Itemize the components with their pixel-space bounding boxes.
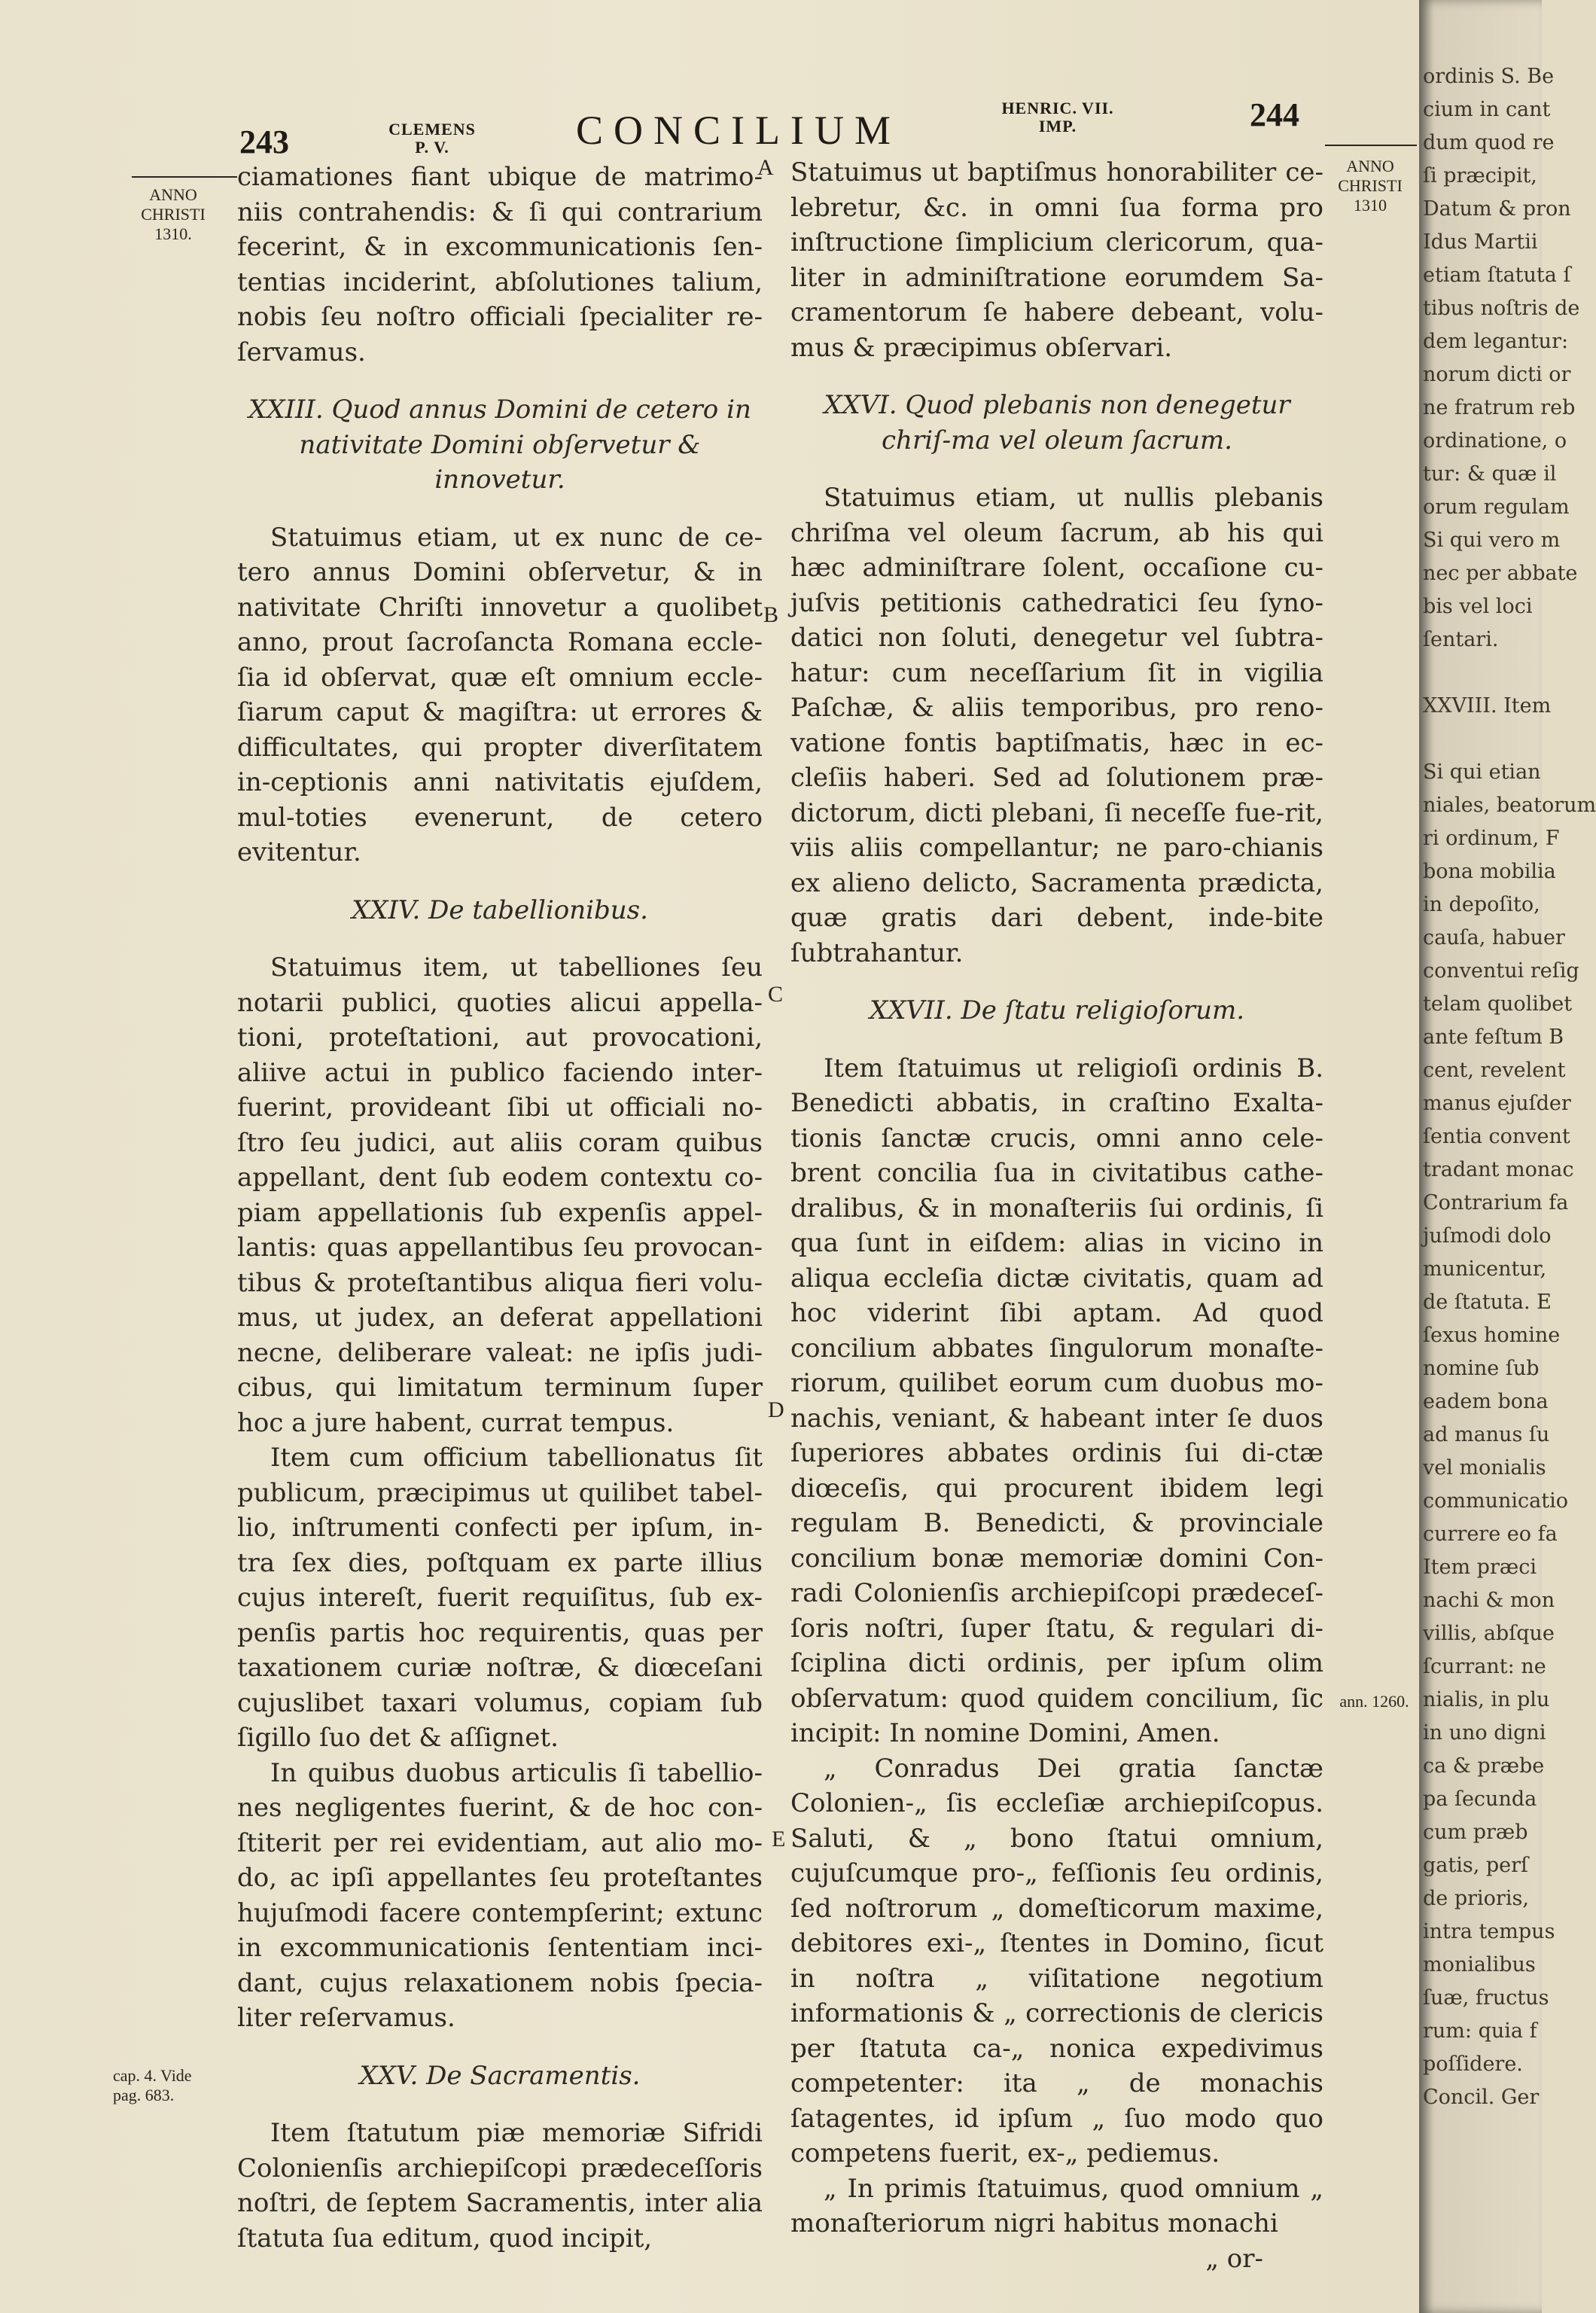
paragraph: Statuimus etiam, ut nullis plebanis chriſma vel oleum ſacrum, ab his qui hæc adminiſtrare ſolent, occaſione cu-juſvis petitionis cathedratici ſeu ſyno-datici non ſoluti, denegetur vel ſubtra-hatur: cum neceſſarium ſit in vigilia Paſchæ, & aliis temporibus, pro reno-vatione fontis baptiſmatis, hæc in ec-cleſiis haberi. Sed ad ſolutionem præ-dictorum, dicti plebani, ſi neceſſe fue-rit, viis aliis compellantur; ne paro-chianis ex alieno delicto, Sacramenta prædicta, quæ gratis dari debent, inde-bite ſubtrahantur. <box>790 483 1323 968</box>
adjacent-page-line: nialis, in plu <box>1423 1688 1550 1711</box>
adjacent-page-line <box>1423 723 1542 756</box>
adjacent-page-line: ſcurrant: ne <box>1423 1655 1546 1678</box>
adjacent-page-line: norum dicti or <box>1423 363 1571 386</box>
adjacent-page-line: bis vel loci <box>1423 595 1533 618</box>
margin-anno-left-line2: CHRISTI <box>141 205 206 224</box>
adjacent-page-line: Si qui etian <box>1423 760 1541 784</box>
text-column-right <box>790 155 1323 2276</box>
adjacent-page-line: orum regulam <box>1423 495 1570 519</box>
section-letter-c: C <box>768 982 784 1007</box>
spacer <box>237 2036 763 2059</box>
spacer <box>237 928 763 950</box>
running-head-left <box>387 120 477 157</box>
margin-anno-right <box>1325 157 1415 215</box>
adjacent-page-line: manus ejuſder <box>1423 1092 1571 1115</box>
running-head-right <box>1001 99 1114 136</box>
section-letter-e: E <box>772 1827 786 1851</box>
catchword: „ or- <box>1205 2243 1263 2274</box>
running-head-left-line1: CLEMENS <box>388 120 476 139</box>
adjacent-page-line: pa ſecunda <box>1423 1787 1537 1811</box>
paragraph: ciamationes fiant ubique de matrimo-niis contrahendis: & ſi qui contrarium fecerint, & in excommunicationis ſen-tentias inciderint, abſolutiones talium, nobis ſeu noſtro officiali ſpecialiter re-ſervamus. <box>237 162 763 367</box>
adjacent-page-line: ordinis S. Be <box>1423 65 1555 88</box>
spacer <box>790 971 1323 993</box>
page-title: CONCILIUM <box>576 108 901 153</box>
spacer <box>237 370 763 392</box>
adjacent-page-line: communicatio <box>1423 1489 1568 1513</box>
margin-cap-reference <box>113 2066 226 2105</box>
adjacent-page-line: ca & præbe <box>1423 1754 1545 1778</box>
section-heading: XXVI. Quod plebanis non denegetur chriſ-ma vel oleum ſacrum. <box>824 390 1290 456</box>
spacer <box>237 2093 763 2116</box>
running-head-right-line1: HENRIC. VII. <box>1001 99 1114 117</box>
adjacent-page-line: nomine ſub <box>1423 1357 1540 1380</box>
adjacent-page-line: telam quolibet <box>1423 992 1573 1016</box>
section-heading: XXIII. Quod annus Domini de cetero in nativitate Domini obſervetur & innovetur. <box>248 395 751 495</box>
adjacent-page-line: ri ordinum, F <box>1423 827 1560 850</box>
adjacent-page-line: intra tempus <box>1423 1920 1555 1943</box>
adjacent-page-line: XXVIII. Item <box>1423 694 1552 718</box>
adjacent-page-line: etiam ſtatuta ſ <box>1423 264 1571 287</box>
adjacent-page-line: eadem bona <box>1423 1390 1549 1413</box>
adjacent-page-line: ante feſtum B <box>1423 1025 1564 1049</box>
adjacent-page-line: Contrarium fa <box>1423 1191 1569 1214</box>
adjacent-page-line: poſſidere. <box>1423 2052 1523 2076</box>
adjacent-page-line: currere eo fa <box>1423 1522 1558 1546</box>
section-letter-b: B <box>763 602 779 627</box>
margin-anno-right-line1: ANNO <box>1346 157 1394 175</box>
adjacent-page-line: ad manus ſu <box>1423 1423 1550 1446</box>
adjacent-page-line: gatis, perſ <box>1423 1854 1529 1877</box>
header-rule-left <box>132 176 237 178</box>
adjacent-page-line: tur: & quæ il <box>1423 462 1557 486</box>
adjacent-page-line: municentur, <box>1423 1257 1547 1281</box>
adjacent-page-text <box>1423 60 1596 2114</box>
adjacent-page-line: Si qui vero m <box>1423 529 1561 552</box>
adjacent-page-line: ne fratrum reb <box>1423 396 1576 419</box>
margin-anno-right-line3: 1310 <box>1354 196 1387 215</box>
adjacent-page-line: nachi & mon <box>1423 1589 1555 1612</box>
section-heading: XXIV. De tabellionibus. <box>352 894 648 925</box>
margin-anno-right-line2: CHRISTI <box>1338 176 1403 195</box>
adjacent-page-line: monialibus <box>1423 1953 1536 1976</box>
adjacent-page-line: bona mobilia <box>1423 860 1556 883</box>
quoted-paragraph: „ In primis ſtatuimus, quod omnium „ monaſteriorum nigri habitus monachi <box>790 2173 1323 2238</box>
margin-anno-left-line1: ANNO <box>149 185 197 204</box>
adjacent-page-line: juſmodi dolo <box>1423 1224 1552 1248</box>
margin-ann-note: ann. 1260. <box>1339 1692 1409 1711</box>
adjacent-page-line: villis, abſque <box>1423 1622 1555 1645</box>
margin-cap-reference-line1: cap. 4. Vide <box>113 2066 192 2085</box>
adjacent-page-line: Concil. Ger <box>1423 2086 1540 2109</box>
paragraph: In quibus duobus articulis ſi tabellio-nes negligentes fuerint, & de hoc con-ſtiterit per rei evidentiam, aut alio mo-do, ac ipſi appellantes ſeu proteſtantes hujuſmodi facere contempſerint; extunc in excommunicationis ſententiam inci-dant, cujus relaxationem nobis ſpecia-liter reſervamus. <box>237 1757 763 2033</box>
paragraph: Item ſtatuimus ut religioſi ordinis B. Benedicti abbatis, in craſtino Exalta-tionis ſanctæ crucis, omni anno cele-brent concilia ſua in civitatibus cathe-dralibus, & in monaſteriis ſui ordinis, ſi qua ſunt in eiſdem: alias in vicino in aliqua eccleſia dictæ civitatis, quam ad hoc viderint ſibi aptam. Ad quod concilium abbates ſingulorum monaſte-riorum, quilibet eorum cum duobus mo-nachis, veniant, & habeant inter ſe duos ſuperiores abbates ordinis ſui di-ctæ diœceſis, qui procurent ibidem legi regulam B. Benedicti, & provinciale concilium bonæ memoriæ domini Con-radi Colonienſis archiepiſcopi prædeceſ-ſoris noſtri, ſuper ſtatu, & regulari di-ſciplina dicti ordinis, per ipſum olim obſervatum: quod quidem concilium, ſic incipit: In nomine Domini, Amen. <box>790 1053 1323 1748</box>
spacer <box>237 498 763 520</box>
header-rule-right <box>1325 145 1417 146</box>
adjacent-page-line: ordinatione, o <box>1423 429 1567 453</box>
adjacent-page-line <box>1423 657 1542 690</box>
adjacent-page-line: Datum & pron <box>1423 197 1571 221</box>
adjacent-page-line: in depoſito, <box>1423 893 1540 916</box>
adjacent-page-line: ſi præcipit, <box>1423 164 1537 187</box>
adjacent-page-line: niales, beatorum <box>1423 794 1596 817</box>
paragraph: Statuimus item, ut tabelliones ſeu notarii publici, quoties alicui appella-tioni, proteſtationi, aut provocationi, aliive actui in publico faciendo inter-fuerint, provideant ſibi ut officiali no-ſtro ſeu judici, aut aliis coram quibus appellant, dent ſub eodem contextu co-piam appellationis ſub expenſis appel-lantis: quas appellantibus ſeu provocan-tibus & proteſtantibus aliqua fieri volu-mus, ut judex, an deferat appellationi necne, deliberare valeat: ne ipſis judi-cibus, qui limitatum terminum ſuper hoc a jure habent, currat tempus. <box>237 952 763 1438</box>
adjacent-page-line: nec per abbate <box>1423 562 1578 585</box>
margin-cap-reference-line2: pag. 683. <box>113 2086 175 2104</box>
spacer <box>790 1029 1323 1051</box>
paragraph: Item ſtatutum piæ memoriæ Sifridi Colonienſis archiepiſcopi prædeceſſoris noſtri, de ſeptem Sacramentis, inter alia ſtatuta ſua editum, quod incipit, <box>237 2118 763 2254</box>
paragraph: Statuimus etiam, ut ex nunc de ce-tero annus Domini obſervetur, & in nativitate Chriſti innovetur a quolibet anno, prout ſacroſancta Romana eccle-ſia id obſervat, quæ eſt omnium eccle-ſiarum caput & magiſtra: ut errores & difficultates, qui propter diverſitatem in-ceptionis anni nativitatis ejuſdem, mul-toties evenerunt, de cetero evitentur. <box>237 522 763 867</box>
paragraph: Item cum officium tabellionatus ſit publicum, præcipimus ut quilibet tabel-lio, inſtrumenti confecti per ipſum, in-tra ſex dies, poſtquam ex parte illius cujus intereſt, fuerit requiſitus, ſub ex-penſis partis hoc requirentis, quas per taxationem curiæ noſtræ, & diœceſani cujuslibet taxari volumus, copiam ſub ſigillo ſuo det & aſſignet. <box>237 1443 763 1753</box>
section-heading: XXVII. De ſtatu religioſorum. <box>870 995 1244 1025</box>
running-head-right-line2: IMP. <box>1038 117 1077 136</box>
spacer <box>237 870 763 893</box>
spacer <box>790 365 1323 388</box>
adjacent-page-line: de prioris, <box>1423 1887 1529 1910</box>
spacer <box>790 458 1323 480</box>
running-head-left-line2: P. V. <box>415 138 449 157</box>
adjacent-page-line: cent, revelent <box>1423 1059 1566 1082</box>
adjacent-page-line: cium in cant <box>1423 98 1551 121</box>
adjacent-page-line: rum: quia f <box>1423 2019 1537 2043</box>
section-heading: XXV. De Sacramentis. <box>359 2060 641 2091</box>
adjacent-page-line: tibus noſtris de <box>1423 297 1580 320</box>
adjacent-page-line: cauſa, habuer <box>1423 926 1565 949</box>
adjacent-page-line: vel monialis <box>1423 1456 1546 1480</box>
section-letter-d: D <box>768 1397 784 1422</box>
adjacent-page-line: conventui reſig <box>1423 959 1579 983</box>
adjacent-page-line: cum præb <box>1423 1821 1528 1844</box>
adjacent-page-line: dem legantur: <box>1423 330 1569 353</box>
text-column-left <box>237 160 763 2256</box>
adjacent-page-line: tradant monac <box>1423 1158 1574 1181</box>
adjacent-page-line: Item præci <box>1423 1556 1537 1579</box>
adjacent-page-line: Idus Martii <box>1423 230 1538 254</box>
adjacent-page-line: ſentia convent <box>1423 1125 1570 1148</box>
margin-anno-left <box>128 185 218 244</box>
adjacent-page-line: dum quod re <box>1423 131 1555 154</box>
page-number-right: 244 <box>1250 96 1299 133</box>
adjacent-page-line: ſexus homine <box>1423 1324 1561 1347</box>
margin-anno-left-line3: 1310. <box>154 224 192 243</box>
adjacent-page-line: de ſtatuta. E <box>1423 1291 1552 1314</box>
quoted-paragraph: „ Conradus Dei gratia ſanctæ Colonien-„ ſis eccleſiæ archiepiſcopus. Saluti, & „ bono ſtatui omnium, cujuſcumque pro-„ feſſionis ſeu ordinis, ſed noſtrorum „ domeſticorum maxime, debitores exi-„ ſtentes in Domino, ſicut in noſtra „ viſitatione negotium informationis & „ correctionis de clericis per ſtatuta ca-„ nonica expedivimus competenter: ita „ de monachis ſatagentes, id ipſum „ ſuo modo quo competens fuerit, ex-„ pediemus. <box>790 1753 1323 2168</box>
adjacent-page-line: ſuæ, fructus <box>1423 1986 1549 2010</box>
section-letter-a: A <box>757 155 774 180</box>
page-number-left: 243 <box>239 123 289 160</box>
adjacent-page-line: in uno digni <box>1423 1721 1546 1745</box>
paragraph: Statuimus ut baptiſmus honorabiliter ce-lebretur, &c. in omni ſua forma pro inſtructione ſimplicium clericorum, qua-liter in adminiſtratione eorumdem Sa-cramentorum ſe habere debeant, volu-mus & præcipimus obſervari. <box>790 157 1323 363</box>
adjacent-page-line: ſentari. <box>1423 628 1499 651</box>
